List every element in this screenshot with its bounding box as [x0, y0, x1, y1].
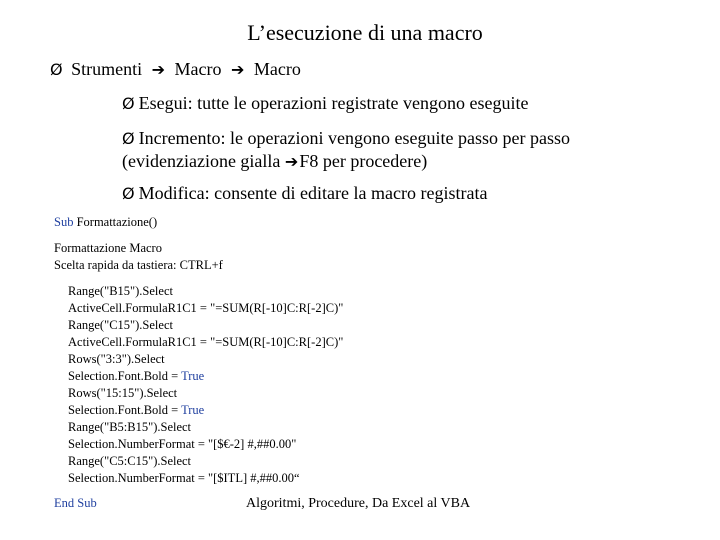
- code-text: Range("B15").Select: [68, 284, 173, 298]
- sub-declaration: [54, 214, 157, 231]
- code-line: [68, 283, 343, 300]
- code-line: [68, 300, 343, 317]
- bullet-line-1: [122, 127, 570, 150]
- bullet-esegui: [122, 93, 528, 114]
- arrow-right-icon: ➔: [284, 152, 299, 171]
- code-text: Selection.NumberFormat = "[$ITL] #,##0.00“: [68, 471, 300, 485]
- arrow-right-icon: ➔: [151, 60, 165, 79]
- slide-title: L’esecuzione di una macro: [247, 20, 483, 45]
- bullet-text-pre: (evidenziazione gialla: [122, 151, 285, 171]
- code-text: Rows("3:3").Select: [68, 352, 165, 366]
- menu-item-macro-sub: Macro: [253, 59, 301, 79]
- bullet-marker: Ø: [122, 184, 135, 203]
- code-text: Range("B5:B15").Select: [68, 420, 192, 434]
- code-text: Range("C5:C15").Select: [68, 454, 192, 468]
- macro-comment: [54, 240, 223, 274]
- menu-path: [50, 59, 301, 80]
- bullet-marker: Ø: [122, 94, 135, 113]
- code-line: [68, 351, 343, 368]
- code-text: Selection.NumberFormat = "[$€-2] #,##0.00": [68, 437, 297, 451]
- code-line: [68, 470, 343, 487]
- keyword-true: True: [181, 403, 205, 417]
- bullet-marker: Ø: [122, 129, 135, 148]
- code-text: ActiveCell.FormulaR1C1 = "=SUM(R[-10]C:R[-2]C)": [68, 301, 344, 315]
- footer-caption: Algoritmi, Procedure, Da Excel al VBA: [246, 496, 471, 511]
- code-line: [68, 334, 343, 351]
- code-text: Selection.Font.Bold =: [68, 403, 182, 417]
- comment-line: Scelta rapida da tastiera: CTRL+f: [54, 258, 223, 272]
- bullet-marker: Ø: [50, 60, 63, 79]
- bullet-incremento: [122, 127, 570, 173]
- code-line: [68, 419, 343, 436]
- code-text: Range("C15").Select: [68, 318, 173, 332]
- code-text: Selection.Font.Bold =: [68, 369, 182, 383]
- code-line: [68, 368, 343, 385]
- arrow-right-icon: ➔: [230, 60, 245, 79]
- code-line: [68, 317, 343, 334]
- bullet-line-2: [122, 150, 570, 173]
- bullet-modifica: [122, 183, 487, 204]
- bullet-text: Incremento: le operazioni vengono eseguite passo per passo: [138, 128, 570, 148]
- bullet-text: Modifica: consente di editare la macro registrata: [138, 183, 488, 203]
- code-text: Rows("15:15").Select: [68, 386, 178, 400]
- code-line: [68, 436, 343, 453]
- code-line: [68, 385, 343, 402]
- keyword-true: True: [181, 369, 205, 383]
- code-line: [68, 402, 343, 419]
- menu-item-strumenti: Strumenti: [71, 59, 143, 79]
- menu-item-macro: Macro: [174, 59, 222, 79]
- keyword-sub: Sub: [54, 215, 74, 229]
- bullet-text: Esegui: tutte le operazioni registrate vengono eseguite: [138, 93, 529, 113]
- comment-line: Formattazione Macro: [54, 241, 162, 255]
- sub-name: Formattazione(): [73, 215, 158, 229]
- bullet-text-post: F8 per procedere): [299, 151, 428, 171]
- code-line: [68, 453, 343, 470]
- macro-body: [68, 283, 343, 487]
- end-sub: End Sub: [54, 496, 97, 510]
- code-text: ActiveCell.FormulaR1C1 = "=SUM(R[-10]C:R[-2]C)": [68, 335, 344, 349]
